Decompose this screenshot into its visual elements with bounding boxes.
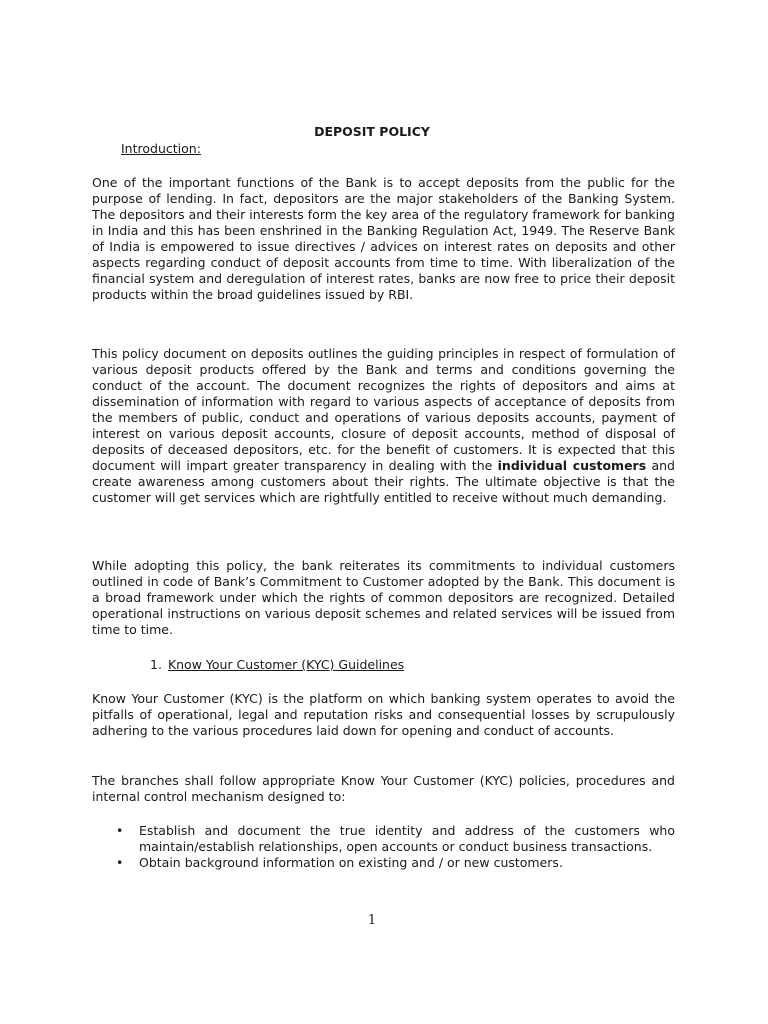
page-number: 1 <box>367 913 377 928</box>
bullet-glyph: • <box>116 823 124 838</box>
section-1-title: Know Your Customer (KYC) Guidelines <box>167 657 405 672</box>
bullet-item-1 <box>92 823 675 855</box>
bullet-text-2: Obtain background information on existing and / or new customers. <box>139 855 563 870</box>
paragraph-5: The branches shall follow appropriate Know Your Customer (KYC) policies, procedures and internal control mechanism designed to: <box>92 773 675 804</box>
paragraph-1: One of the important functions of the Bank is to accept deposits from the public for the purpose of lending. In fact, depositors are the major stakeholders of the Banking System. The depositors and their interests form the key area of the regulatory framework for banking in India and this has been enshrined in the Banking Regulation Act, 1949. The Reserve Bank of India is empowered to issue directives / advices on interest rates on deposits and other aspects regarding conduct of deposit accounts from time to time. With liberalization of the financial system and deregulation of interest rates, banks are now free to price their deposit products within the broad guidelines issued by RBI. <box>92 175 675 302</box>
document-title: DEPOSIT POLICY <box>314 124 430 139</box>
bullet-item-2 <box>92 855 675 871</box>
section-1-number: 1. <box>150 657 162 672</box>
section-1-heading <box>150 657 404 673</box>
paragraph-2-bold: individual customers <box>497 458 647 473</box>
intro-heading: Introduction: <box>121 141 201 156</box>
paragraph-2 <box>92 346 675 506</box>
bullet-list <box>92 823 675 871</box>
paragraph-3: While adopting this policy, the bank reiterates its commitments to individual customers outlined in code of Bank’s Commitment to Customer adopted by the Bank. This document is a broad framework under which the rights of common depositors are recognized. Detailed operational instructions on various deposit schemes and related services will be issued from time to time. <box>92 558 675 637</box>
paragraph-2-part-a: This policy document on deposits outlines the guiding principles in respect of formulation of various deposit products offered by the Bank and terms and conditions governing the conduct of the account. The document recognizes the rights of depositors and aims at dissemination of information with regard to various aspects of acceptance of deposits from the members of public, conduct and operations of various deposits accounts, payment of interest on various deposit accounts, closure of deposit accounts, method of disposal of deposits of deceased depositors, etc. for the benefit of customers. It is expected that this document will impart greater transparency in dealing with the <box>92 346 675 473</box>
paragraph-4: Know Your Customer (KYC) is the platform on which banking system operates to avoid the pitfalls of operational, legal and reputation risks and consequential losses by scrupulously adhering to the various procedures laid down for opening and conduct of accounts. <box>92 691 675 738</box>
bullet-text-1: Establish and document the true identity and address of the customers who maintain/establish relationships, open accounts or conduct business transactions. <box>139 823 675 854</box>
bullet-glyph: • <box>116 855 124 870</box>
paragraph-2-part-b: and create awareness among customers about their rights. The ultimate objective is that the customer will get services which are rightfully entitled to receive without much demanding. <box>92 458 675 505</box>
